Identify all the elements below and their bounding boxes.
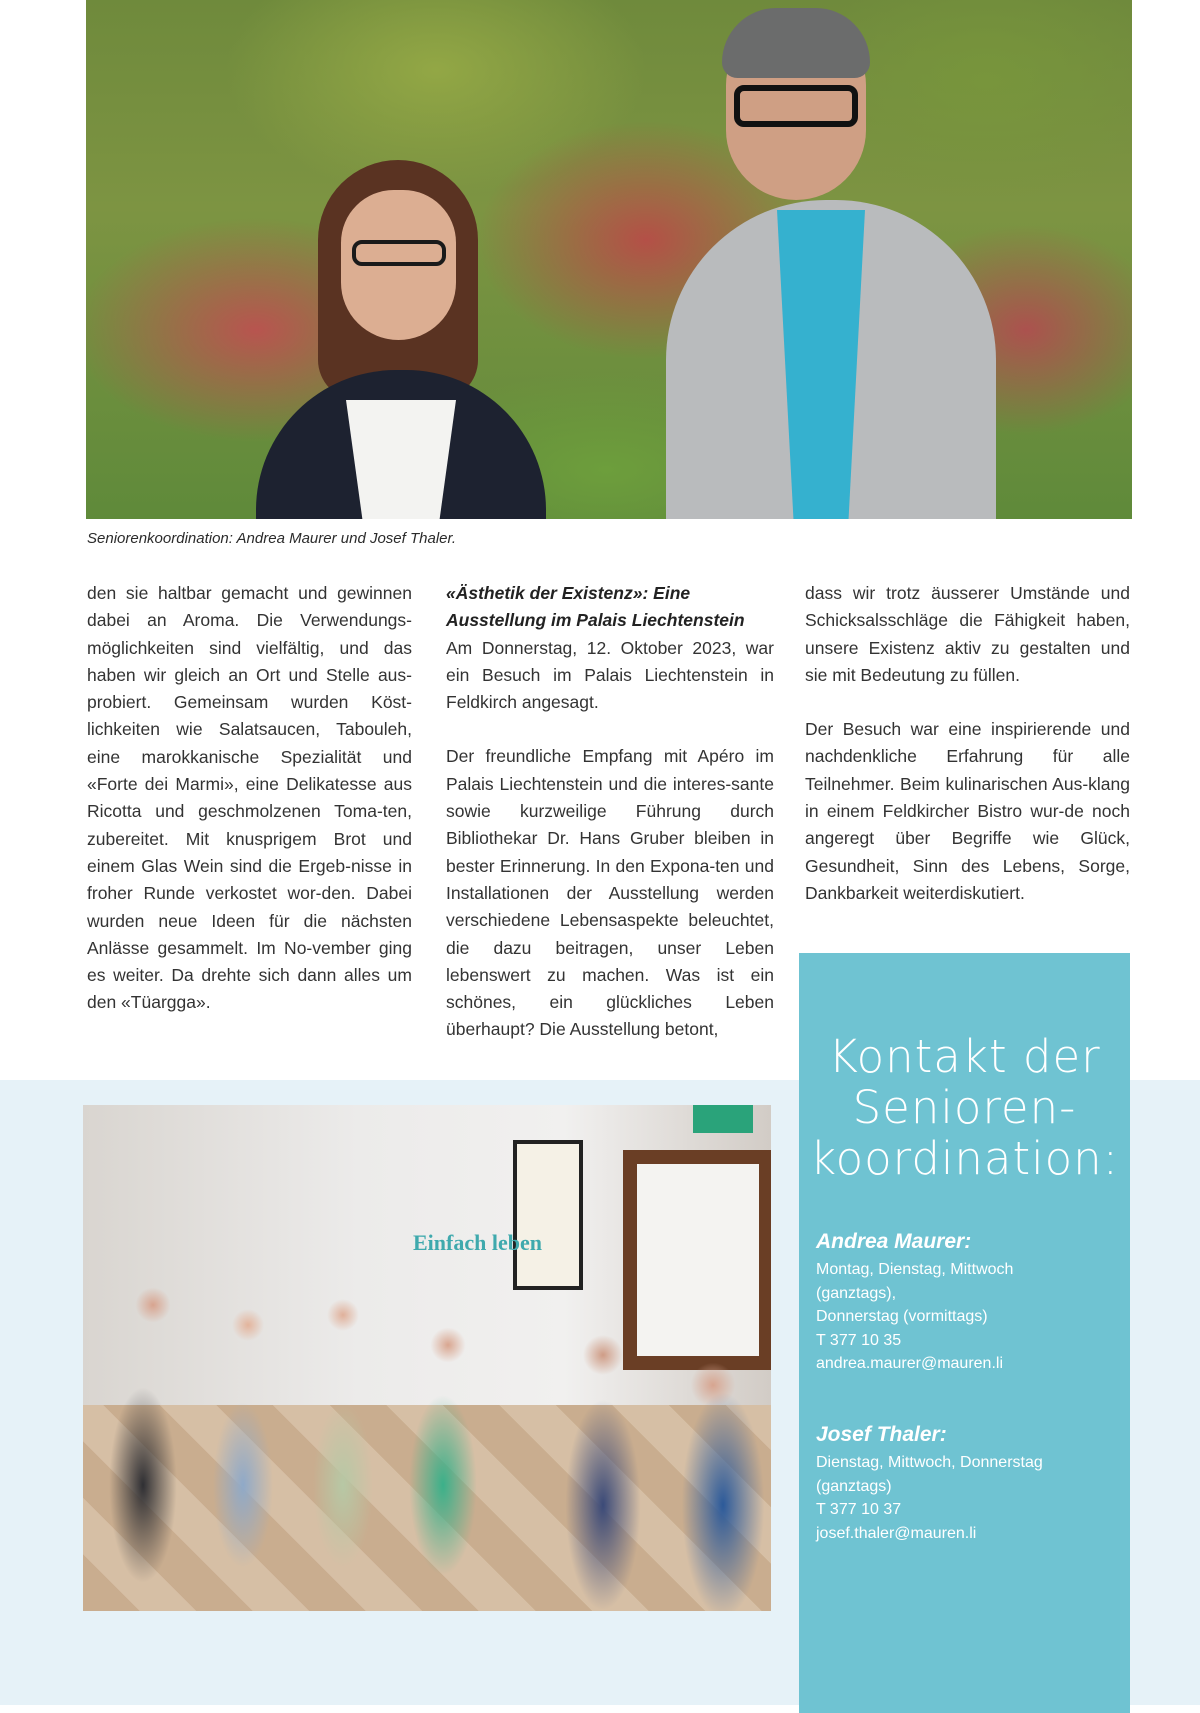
contact-email[interactable]: josef.thaler@mauren.li xyxy=(816,1524,977,1542)
contact-phone: T 377 10 37 xyxy=(816,1501,902,1518)
contact-hours: Donnerstag (vormittags) xyxy=(816,1308,988,1325)
contact-josef-thaler xyxy=(816,1421,1043,1545)
contact-andrea-maurer xyxy=(816,1228,1013,1376)
woman-shirt xyxy=(346,400,456,519)
contact-title xyxy=(799,1031,1130,1184)
column1-paragraph: den sie haltbar gemacht und gewinnen dabei an Aroma. Die Verwendungs-möglichkeiten sind vielfältig, und das haben wir gleich an Ort und Stelle aus-probiert. Gemeinsam wurden Köst-lichkeiten wie Salatsaucen, Tabouleh, eine marokkanische Spezialität und «Forte dei Marmi», eine Delikatesse aus Ricotta und geschmolzenen Toma-ten, zubereitet. Mit knusprigem Brot und einem Glas Wein sind die Ergeb-nisse in froher Runde verkostet wor-den. Dabei wurden neue Ideen für die nächsten Anlässe gesammelt. Im No-vember ging es weiter. Da drehte sich dann alles um den «Tüargga». xyxy=(87,583,412,1013)
contact-name: Josef Thaler: xyxy=(816,1423,947,1446)
exhibit-sign-text: Einfach leben xyxy=(413,1230,542,1255)
contact-box xyxy=(799,953,1130,1713)
exit-sign xyxy=(693,1105,753,1133)
text-column-1 xyxy=(87,580,412,1017)
woman-glasses xyxy=(352,240,446,266)
contact-hours: Montag, Dienstag, Mittwoch xyxy=(816,1261,1014,1278)
exhibition-photo xyxy=(83,1105,771,1611)
contact-phone: T 377 10 35 xyxy=(816,1331,902,1349)
man-glasses xyxy=(734,85,858,127)
contact-name: Andrea Maurer: xyxy=(816,1230,972,1253)
contact-email[interactable]: andrea.maurer@mauren.li xyxy=(816,1355,1003,1372)
photo-caption: Seniorenkoordination: Andrea Maurer und Josef Thaler. xyxy=(87,530,457,547)
contact-title-line: Senioren- xyxy=(852,1081,1077,1134)
contact-hours: Dienstag, Mittwoch, Donnerstag xyxy=(816,1454,1043,1471)
contact-hours: (ganztags) xyxy=(816,1477,892,1495)
column2-paragraph-1: Am Donnerstag, 12. Oktober 2023, war ein Besuch im Palais Liechtenstein in Feldkirch angesagt. xyxy=(446,637,774,713)
column3-paragraph-1: dass wir trotz äusserer Umstände und Schicksalsschläge die Fähigkeit haben, unsere Existenz aktiv zu gestalten und sie mit Bedeutung zu füllen. xyxy=(805,583,1130,685)
text-column-2 xyxy=(446,580,774,1044)
contact-title-line: koordination: xyxy=(810,1132,1119,1185)
article-heading: «Ästhetik der Existenz»: Eine Ausstellung im Palais Liechtenstein xyxy=(446,583,745,631)
column2-paragraph-2: Der freundliche Empfang mit Apéro im Palais Liechtenstein und die interes-sante sowie kurzweilige Führung durch Bibliothekar Dr. Hans Gruber bleiben in bester Erinnerung. In den Expona-ten und Installationen der Ausstellung werden verschiedene Lebensaspekte beleuchtet, die dazu beitragen, unser Leben lebenswert zu machen. Was ist ein schönes, ein glückliches Leben überhaupt? Die Ausstellung betont, xyxy=(446,746,774,1040)
column3-paragraph-2: Der Besuch war eine inspirierende und nachdenkliche Erfahrung für alle Teilnehmer. Beim kulinarischen Aus-klang in einem Feldkircher Bistro wur-de noch angeregt über Begriffe wie Glück, Gesundheit, Sinn des Lebens, Sorge, Dankbarkeit weiterdiskutiert. xyxy=(805,719,1130,903)
portrait-photo xyxy=(86,0,1132,519)
contact-title-line: Kontakt der xyxy=(828,1030,1101,1083)
visitor-group xyxy=(83,1255,771,1611)
text-column-3 xyxy=(805,580,1130,907)
contact-hours: (ganztags), xyxy=(816,1284,897,1302)
man-hair xyxy=(722,8,870,78)
